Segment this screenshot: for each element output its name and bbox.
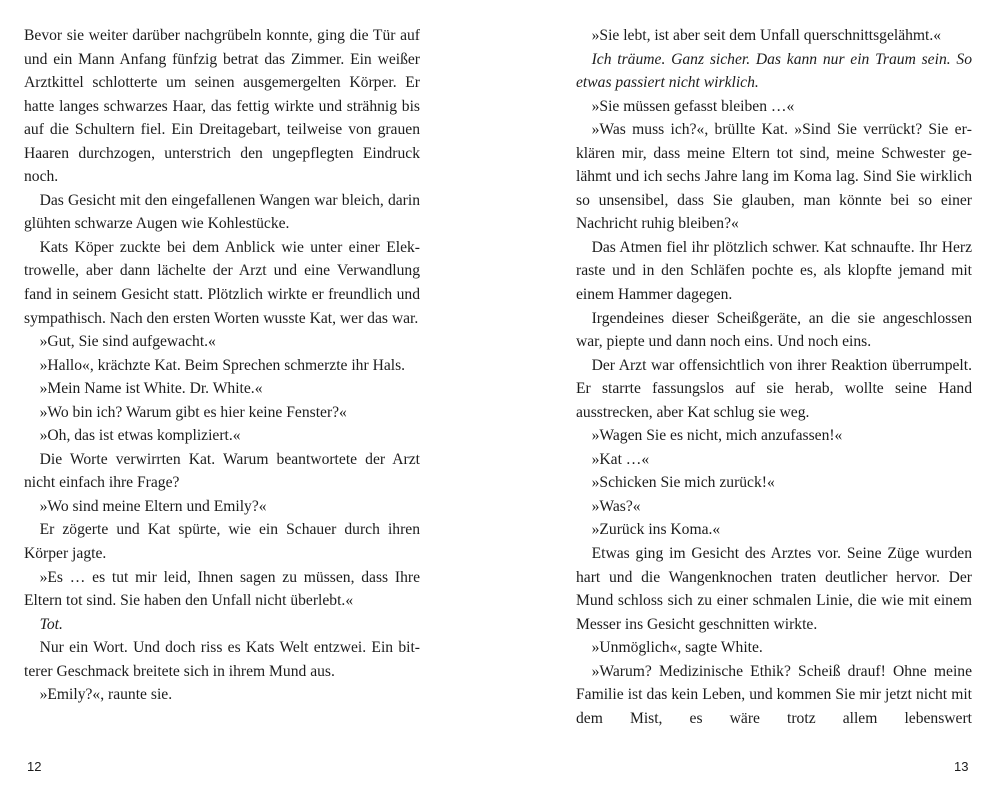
right-paragraph-3: »Sie müssen gefasst bleiben …« [591,97,795,115]
left-paragraph-14: Nur ein Wort. Und doch riss es Kats Welt entzwei. Ein bitterer Geschmack breitete sich in ihrem Mund aus. [24,639,420,680]
left-paragraph-15: »Emily?«, raunte sie. [39,686,173,704]
left-paragraph-12: »Es … es tut mir leid, Ihnen sagen zu müssen, dass Ihre Eltern tot sind. Sie haben den Unfall nicht überlebt.« [24,568,420,610]
left-paragraph-10: »Wo sind meine Eltern und Emily?« [39,497,267,515]
right-paragraph-4: »Was muss ich?«, brüllte Kat. »Sind Sie verrückt? Sie erklären mir, dass meine Eltern tot sind, meine Schwester gelähmt und ich sechs Jahre lang im Koma lag. Sind Sie wirklich so unsensibel, dass Sie glauben, man könnte bei so einer Nachricht ruhig bleiben?« [576,121,972,233]
left-paragraph-6: »Mein Name ist White. Dr. White.« [39,380,263,398]
left-paragraph-11: Er zögerte und Kat spürte, wie ein Schauer durch ihren Körper jagte. [24,521,420,563]
right-paragraph-6: Irgendeines dieser Scheißgeräte, an die sie angeschlossen war, piepte und dann noch eins. Und noch eins. [576,309,972,351]
left-paragraph-3: Kats Köper zuckte bei dem Anblick wie unter einer Elektrowelle, aber dann lächelte der Arzt und eine Verwandlung fand in seinem Gesicht statt. Plötzlich wirkte er freundlich und sympathisch. Nach den ersten Worten wusste Kat, wer das war. [24,238,420,327]
left-paragraph-2: Das Gesicht mit den eingefallenen Wangen war bleich, darin glühten schwarze Augen wie Kohlestücke. [24,191,420,233]
right-paragraph-10: »Schicken Sie mich zurück!« [591,474,775,492]
right-paragraph-1: »Sie lebt, ist aber seit dem Unfall querschnittsgelähmt.« [591,27,942,44]
left-paragraph-1: Bevor sie weiter darüber nachgrübeln konnte, ging die Tür auf und ein Mann Anfang fünfzig betrat das Zimmer. Ein weißer Arztkittel schlotterte um seinen ausgemergelten Körper. Er hatte langes schwarzes Haar, das fettig wirkte und strähnig bis auf die Schultern fiel. Ein Dreitagebart, teilweise von grauen Haaren durchzogen, unterstrich den ungepflegten Eindruck noch. [24,27,420,186]
right-paragraph-13: Etwas ging im Gesicht des Arztes vor. Seine Züge wurden hart und die Wangenknochen traten deutlicher hervor. Der Mund schloss sich zu einer schmalen Linie, die wie mit einem Messer ins Gesicht geschnitten wirkte. [576,545,972,633]
right-paragraph-2: Ich träume. Ganz sicher. Das kann nur ein Traum sein. So etwas passiert nicht wirklich. [576,50,972,92]
right-paragraph-15: »Warum? Medizinische Ethik? Scheiß drauf! Ohne meine Familie ist das kein Leben, und kommen Sie mir jetzt nicht mit dem Mist, es wäre trotz allem lebenswert [576,662,972,727]
left-page [24,24,420,707]
left-paragraph-5: »Hallo«, krächzte Kat. Beim Sprechen schmerzte ihr Hals. [39,356,406,374]
right-paragraph-8: »Wagen Sie es nicht, mich anzufassen!« [591,427,843,445]
right-page [576,24,972,730]
right-paragraph-9: »Kat …« [591,450,650,468]
right-paragraph-12: »Zurück ins Koma.« [591,521,721,539]
left-paragraph-8: »Oh, das ist etwas kompliziert.« [39,427,241,445]
right-paragraph-7: Der Arzt war offensichtlich von ihrer Reaktion überrumpelt. Er starrte fassungslos auf sie herab, wollte seine Hand ausstrecken, aber Kat schlug sie weg. [576,356,972,421]
right-paragraph-14: »Unmöglich«, sagte White. [591,639,763,657]
right-paragraph-5: Das Atmen fiel ihr plötzlich schwer. Kat schnaufte. Ihr Herz raste und in den Schläfen pochte es, als klopfte jemand mit einem Hammer dagegen. [576,238,972,304]
left-paragraph-4: »Gut, Sie sind aufgewacht.« [39,333,216,351]
page-number-left: 12 [27,759,42,774]
left-paragraph-7: »Wo bin ich? Warum gibt es hier keine Fenster?« [39,403,347,421]
right-paragraph-11: »Was?« [591,497,641,515]
page-number-right: 13 [954,759,969,774]
left-paragraph-13: Tot. [39,615,63,633]
left-paragraph-9: Die Worte verwirrten Kat. Warum beantwortete der Arzt nicht einfach ihre Frage? [24,450,420,492]
